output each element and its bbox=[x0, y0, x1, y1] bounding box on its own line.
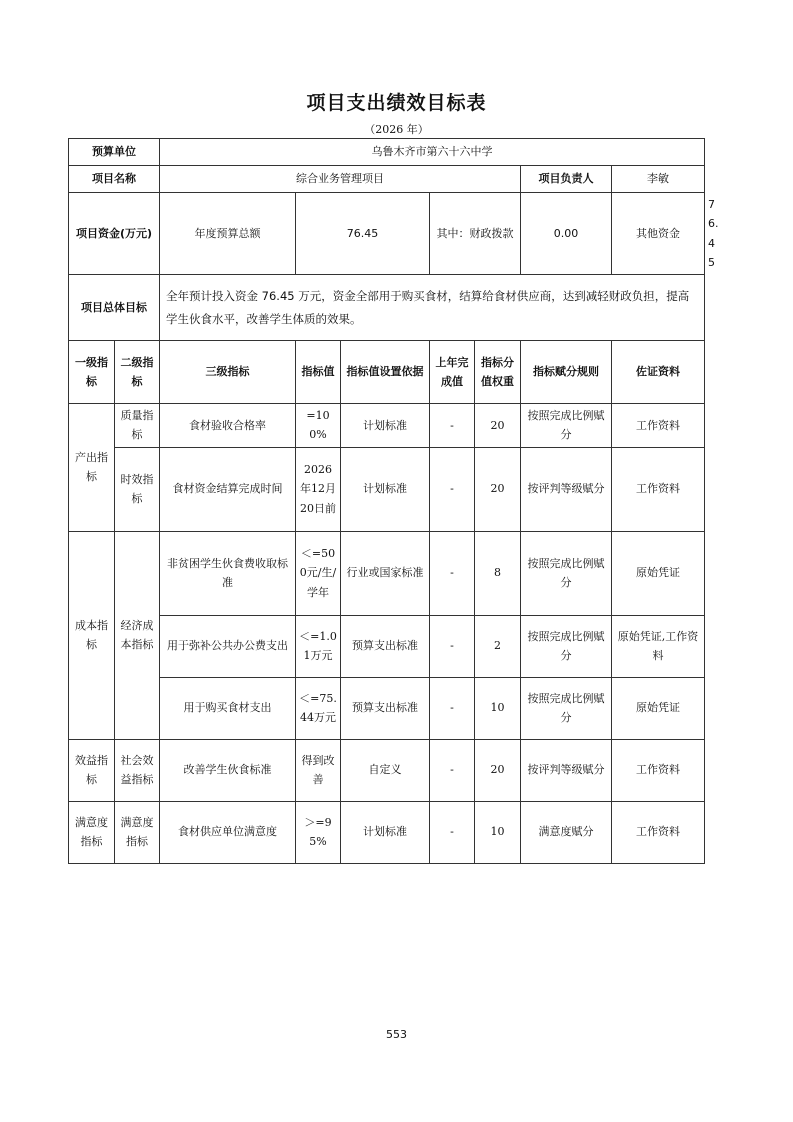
last-year-value: - bbox=[430, 447, 475, 531]
scoring-rule: 按照完成比例赋分 bbox=[521, 677, 612, 739]
evidence-material: 工作资料 bbox=[612, 404, 705, 448]
last-year-value: - bbox=[430, 404, 475, 448]
other-funds-label: 其他资金 bbox=[612, 193, 705, 275]
project-owner-value: 李敏 bbox=[612, 166, 705, 193]
column-header: 佐证资料 bbox=[612, 341, 705, 404]
evidence-material: 原始凭证,工作资料 bbox=[612, 615, 705, 677]
setting-basis: 预算支出标准 bbox=[341, 677, 430, 739]
last-year-value: - bbox=[430, 801, 475, 863]
budget-unit-value: 乌鲁木齐市第六十六中学 bbox=[160, 139, 705, 166]
indicator-value: ＞=95% bbox=[296, 801, 341, 863]
score-weight: 8 bbox=[475, 531, 521, 615]
score-weight: 20 bbox=[475, 447, 521, 531]
level3-indicator: 非贫困学生伙食费收取标准 bbox=[160, 531, 296, 615]
indicator-value: 得到改善 bbox=[296, 739, 341, 801]
scoring-rule: 按评判等级赋分 bbox=[521, 447, 612, 531]
level2-indicator: 满意度指标 bbox=[115, 801, 160, 863]
project-owner-label: 项目负责人 bbox=[521, 166, 612, 193]
evidence-material: 原始凭证 bbox=[612, 677, 705, 739]
fiscal-allocation-value: 0.00 bbox=[521, 193, 612, 275]
level1-indicator: 产出指标 bbox=[69, 404, 115, 532]
overall-goal-text: 全年预计投入资金 76.45 万元，资金全部用于购买食材，结算给食材供应商，达到减轻财政负担，提高学生伙食水平，改善学生体质的效果。 bbox=[160, 275, 705, 341]
last-year-value: - bbox=[430, 615, 475, 677]
evidence-material: 工作资料 bbox=[612, 801, 705, 863]
setting-basis: 自定义 bbox=[341, 739, 430, 801]
annual-budget-value: 76.45 bbox=[296, 193, 430, 275]
scoring-rule: 按照完成比例赋分 bbox=[521, 615, 612, 677]
year-subtitle: （2026 年） bbox=[364, 123, 429, 136]
project-name-label: 项目名称 bbox=[69, 166, 160, 193]
level1-indicator: 满意度指标 bbox=[69, 801, 115, 863]
table-row bbox=[69, 447, 705, 531]
score-weight: 2 bbox=[475, 615, 521, 677]
setting-basis: 计划标准 bbox=[341, 801, 430, 863]
column-header: 指标值 bbox=[296, 341, 341, 404]
score-weight: 10 bbox=[475, 801, 521, 863]
table-row bbox=[69, 404, 705, 448]
level2-indicator: 质量指标 bbox=[115, 404, 160, 448]
evidence-material: 工作资料 bbox=[612, 739, 705, 801]
table-row bbox=[69, 531, 705, 615]
scoring-rule: 按照完成比例赋分 bbox=[521, 531, 612, 615]
column-header: 二级指标 bbox=[115, 341, 160, 404]
setting-basis: 预算支出标准 bbox=[341, 615, 430, 677]
level3-indicator: 用于购买食材支出 bbox=[160, 677, 296, 739]
last-year-value: - bbox=[430, 531, 475, 615]
column-header: 指标值设置依据 bbox=[341, 341, 430, 404]
last-year-value: - bbox=[430, 739, 475, 801]
performance-target-table: 预算单位 乌鲁木齐市第六十六中学 项目名称 综合业务管理项目 项目负责人 李敏 项目资金(万元) 年度预算总额 76.45 其中：财政拨款 0.00 其他资金 76.45 项目总体目标 全年预计投入资金 76.45 万元，资金全部用于购买食材，结算给食材供应商，达到减轻财政负担，提高学生伙食水平，改善学生体质的效果。 一级指标 二级指标 三级指标 指标值 指标值设置依据 上年完成值 指标分值权重 指标赋分规则 佐证资料 产出指标 质量指标 食材验收合格率 =100% 计划标准 - 20 按照完成比例赋分 工作资料 时效指标 食材资金结算完成时间 2026年12月20日前 计划标准 - 20 按评判等级赋分 工作资料 成本指标 经济成本指标 非贫困学生伙食费收取标准 ＜=500元/生/学年 行业或国家标准 - 8 按照完成比例赋分 原始凭证 用于弥补公共办公费支出 ＜=1.01万元 预算支出标准 - 2 按照完成比例赋分 原始凭证,工作资料 用于购买食材支出 ＜=75.44万元 预算支出标准 - 10 按照完成比例赋分 原始凭证 效益指标 社会效益指标 改善学生伙食标准 得到改善 自定义 - 20 按评判等级赋分 工作资料 满意度指标 满意度指标 食材供应单位满意度 ＞=95% 计划标准 - 10 满意度赋分 工作资料 bbox=[68, 138, 705, 864]
project-name-value: 综合业务管理项目 bbox=[160, 166, 521, 193]
setting-basis: 行业或国家标准 bbox=[341, 531, 430, 615]
level3-indicator: 食材供应单位满意度 bbox=[160, 801, 296, 863]
level2-indicator: 社会效益指标 bbox=[115, 739, 160, 801]
level1-indicator: 成本指标 bbox=[69, 531, 115, 739]
level3-indicator: 食材验收合格率 bbox=[160, 404, 296, 448]
last-year-value: - bbox=[430, 677, 475, 739]
indicator-value: ＜=1.01万元 bbox=[296, 615, 341, 677]
level3-indicator: 食材资金结算完成时间 bbox=[160, 447, 296, 531]
level3-indicator: 改善学生伙食标准 bbox=[160, 739, 296, 801]
score-weight: 20 bbox=[475, 739, 521, 801]
table-row bbox=[69, 615, 705, 677]
indicator-value: =100% bbox=[296, 404, 341, 448]
indicator-value: ＜=500元/生/学年 bbox=[296, 531, 341, 615]
evidence-material: 工作资料 bbox=[612, 447, 705, 531]
setting-basis: 计划标准 bbox=[341, 404, 430, 448]
table-row bbox=[69, 801, 705, 863]
level1-indicator: 效益指标 bbox=[69, 739, 115, 801]
setting-basis: 计划标准 bbox=[341, 447, 430, 531]
level2-indicator: 经济成本指标 bbox=[115, 531, 160, 739]
fiscal-allocation-label: 其中：财政拨款 bbox=[430, 193, 521, 275]
column-header: 三级指标 bbox=[160, 341, 296, 404]
page-title: 项目支出绩效目标表 bbox=[306, 92, 487, 114]
column-header-row bbox=[69, 341, 705, 404]
scoring-rule: 满意度赋分 bbox=[521, 801, 612, 863]
project-fund-label: 项目资金(万元) bbox=[69, 193, 160, 275]
indicator-value: 2026年12月20日前 bbox=[296, 447, 341, 531]
table-row bbox=[69, 677, 705, 739]
score-weight: 10 bbox=[475, 677, 521, 739]
overall-goal-label: 项目总体目标 bbox=[69, 275, 160, 341]
column-header: 上年完成值 bbox=[430, 341, 475, 404]
scoring-rule: 按照完成比例赋分 bbox=[521, 404, 612, 448]
level3-indicator: 用于弥补公共办公费支出 bbox=[160, 615, 296, 677]
score-weight: 20 bbox=[475, 404, 521, 448]
column-header: 指标分值权重 bbox=[475, 341, 521, 404]
page-number: 553 bbox=[386, 1028, 407, 1041]
column-header: 指标赋分规则 bbox=[521, 341, 612, 404]
scoring-rule: 按评判等级赋分 bbox=[521, 739, 612, 801]
level2-indicator: 时效指标 bbox=[115, 447, 160, 531]
budget-unit-label: 预算单位 bbox=[69, 139, 160, 166]
evidence-material: 原始凭证 bbox=[612, 531, 705, 615]
annual-budget-label: 年度预算总额 bbox=[160, 193, 296, 275]
column-header: 一级指标 bbox=[69, 341, 115, 404]
indicator-value: ＜=75.44万元 bbox=[296, 677, 341, 739]
table-row bbox=[69, 739, 705, 801]
